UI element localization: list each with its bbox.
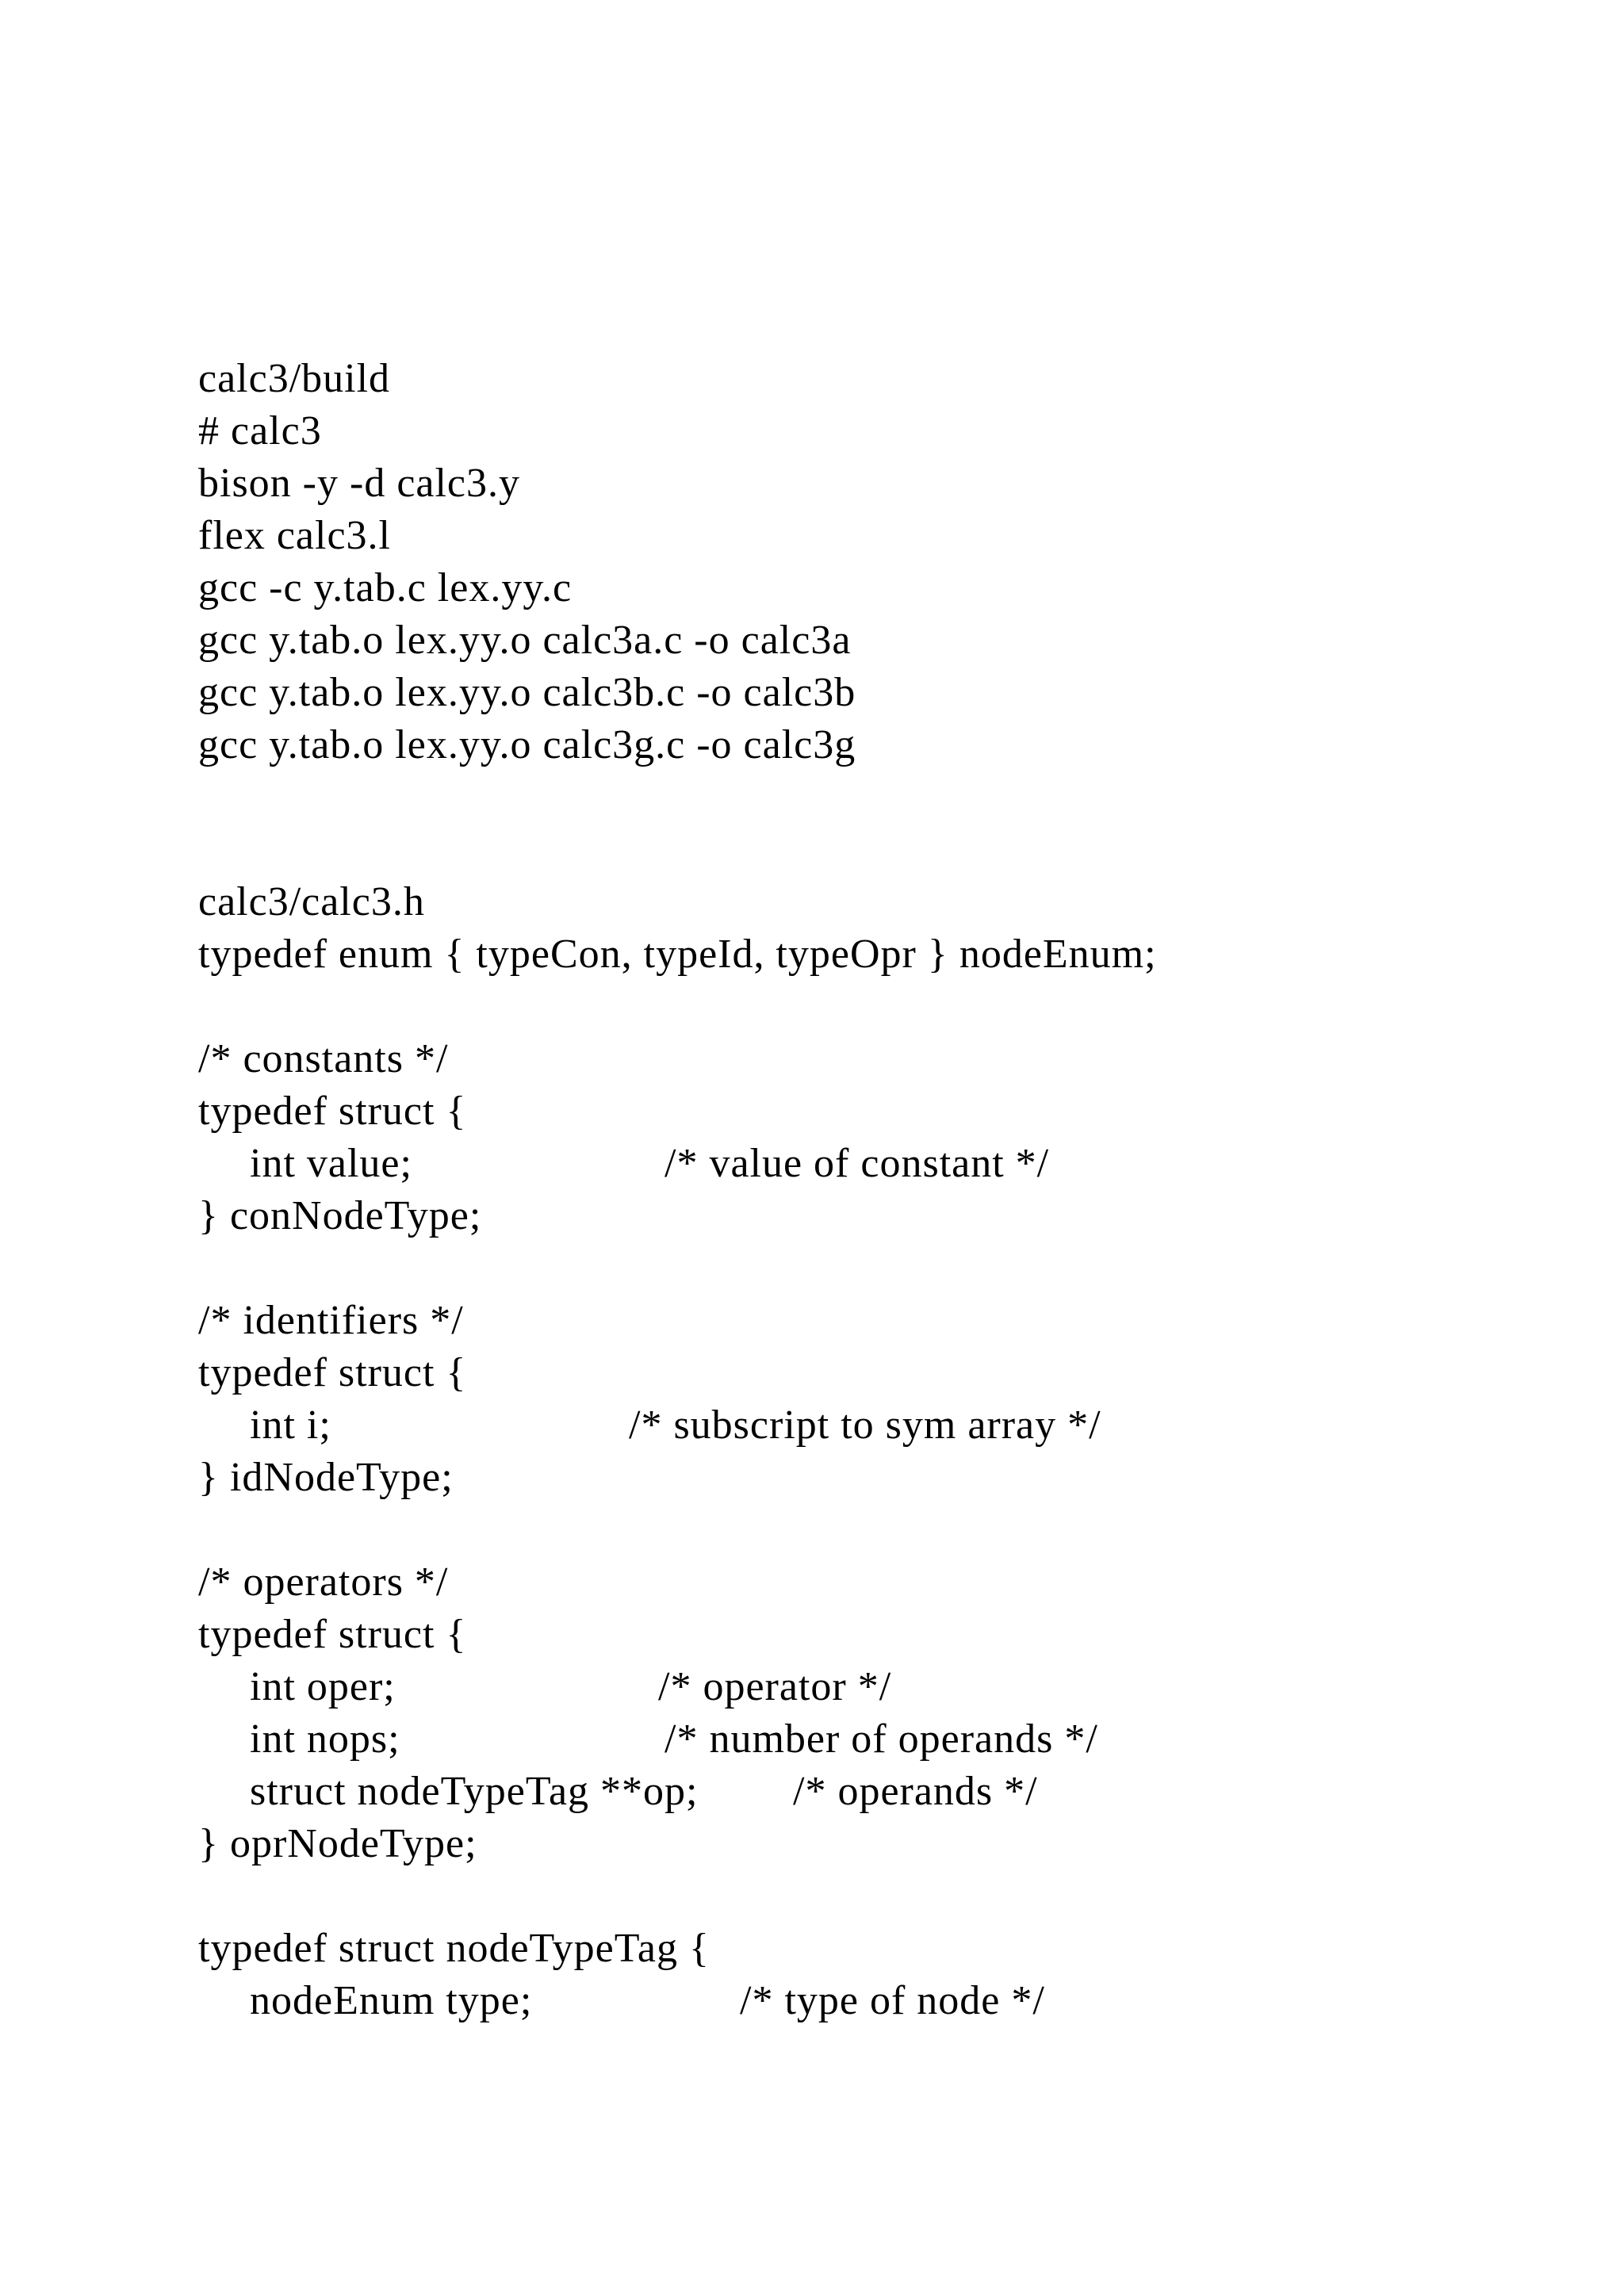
- operators-struct-open: typedef struct {: [198, 1612, 467, 1657]
- build-line: # calc3: [198, 408, 322, 453]
- operators-field: struct nodeTypeTag **op;: [250, 1769, 699, 1814]
- constants-struct-open: typedef struct {: [198, 1089, 467, 1134]
- build-line: gcc y.tab.o lex.yy.o calc3b.c -o calc3b: [198, 670, 856, 715]
- build-line: flex calc3.l: [198, 513, 391, 558]
- identifiers-field: int i;: [250, 1402, 331, 1448]
- node-type-field: nodeEnum type;: [250, 1978, 533, 2023]
- identifiers-struct-open: typedef struct {: [198, 1350, 467, 1395]
- build-line: gcc y.tab.o lex.yy.o calc3a.c -o calc3a: [198, 618, 852, 663]
- operators-field: int oper;: [250, 1664, 396, 1709]
- header-file-title: calc3/calc3.h: [198, 879, 425, 924]
- operators-field-comment: /* number of operands */: [665, 1716, 1098, 1762]
- operators-field-comment: /* operator */: [658, 1664, 892, 1709]
- operators-struct-close: } oprNodeType;: [198, 1821, 477, 1866]
- node-type-field-comment: /* type of node */: [740, 1978, 1045, 2023]
- build-line: gcc -c y.tab.c lex.yy.c: [198, 565, 573, 610]
- constants-struct-close: } conNodeType;: [198, 1193, 482, 1238]
- constants-field: int value;: [250, 1141, 412, 1186]
- identifiers-comment: /* identifiers */: [198, 1298, 464, 1343]
- constants-field-comment: /* value of constant */: [665, 1141, 1050, 1186]
- identifiers-field-comment: /* subscript to sym array */: [629, 1402, 1101, 1448]
- build-line: gcc y.tab.o lex.yy.o calc3g.c -o calc3g: [198, 722, 856, 767]
- operators-comment: /* operators */: [198, 1559, 449, 1605]
- constants-comment: /* constants */: [198, 1036, 449, 1081]
- enum-line: typedef enum { typeCon, typeId, typeOpr } nodeEnum;: [198, 932, 1157, 977]
- identifiers-struct-close: } idNodeType;: [198, 1455, 454, 1500]
- build-header: calc3/build: [198, 356, 391, 401]
- operators-field: int nops;: [250, 1716, 400, 1762]
- operators-field-comment: /* operands */: [793, 1769, 1038, 1814]
- build-line: bison -y -d calc3.y: [198, 461, 521, 506]
- node-type-struct-open: typedef struct nodeTypeTag {: [198, 1926, 710, 1971]
